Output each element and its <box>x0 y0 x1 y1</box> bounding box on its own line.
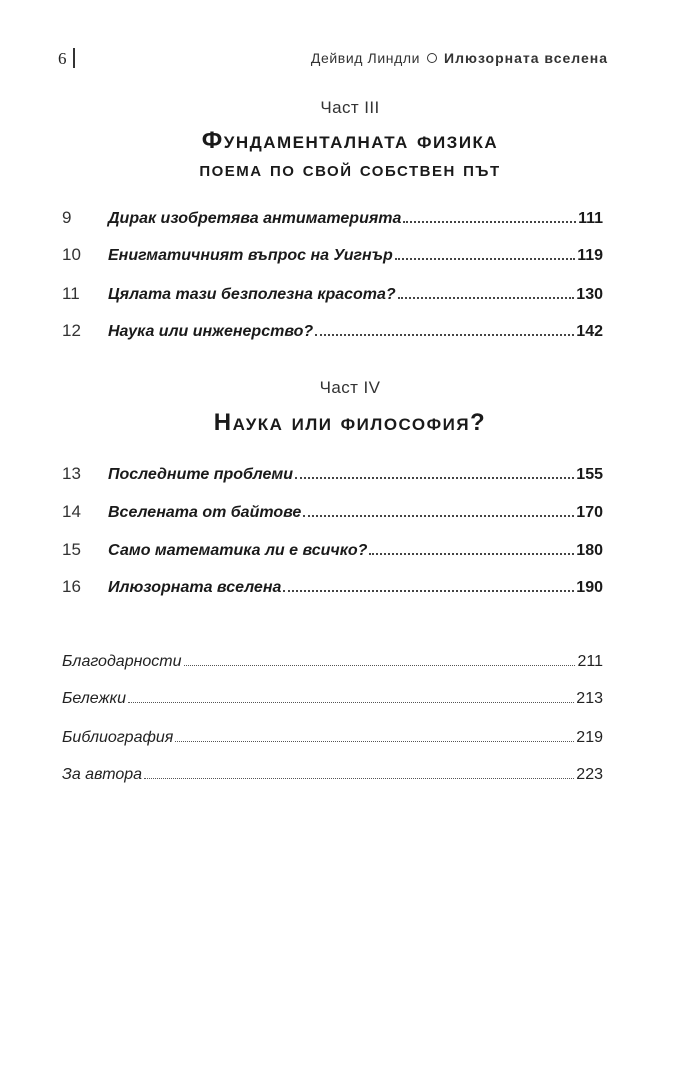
chapter-title: Само математика ли е всичко? <box>108 542 368 559</box>
part4-label: Част IV <box>319 378 381 397</box>
chapter-page: 119 <box>577 247 603 264</box>
chapter-page: 155 <box>576 466 603 483</box>
dot-leader <box>295 477 574 479</box>
toc-entry-15[interactable] <box>62 540 603 564</box>
chapter-title: Илюзорната вселена <box>108 579 282 596</box>
back-matter-bibliography[interactable] <box>62 729 603 753</box>
dot-leader <box>403 221 576 223</box>
dot-leader <box>315 334 574 336</box>
chapter-number: 15 <box>62 540 81 559</box>
back-matter-title: Бележки <box>62 690 126 707</box>
chapter-number: 12 <box>62 321 81 340</box>
back-matter-page: 223 <box>576 766 603 783</box>
chapter-number: 16 <box>62 577 81 596</box>
back-matter-page: 213 <box>576 690 603 707</box>
chapter-number: 11 <box>62 284 80 303</box>
chapter-number: 13 <box>62 464 81 483</box>
chapter-page: 180 <box>576 542 603 559</box>
chapter-page: 170 <box>576 504 603 521</box>
part4-title: Наука или философия? <box>213 409 487 436</box>
dot-leader <box>144 778 574 779</box>
toc-entry-13[interactable] <box>62 464 603 488</box>
chapter-page: 142 <box>576 323 603 340</box>
chapter-page: 190 <box>576 579 603 596</box>
chapter-title: Наука или инженерство? <box>108 323 314 340</box>
chapter-number: 9 <box>62 208 72 227</box>
chapter-title: Цялата тази безполезна красота? <box>108 286 396 303</box>
toc-entry-12[interactable] <box>62 321 603 345</box>
running-header <box>311 50 608 66</box>
chapter-title: Вселената от байтове <box>108 504 302 521</box>
circle-icon <box>427 53 437 63</box>
back-matter-about-author[interactable] <box>62 766 603 790</box>
back-matter-acknowledgements[interactable] <box>62 653 603 677</box>
chapter-page: 130 <box>576 286 603 303</box>
chapter-number: 10 <box>62 245 81 264</box>
toc-entry-10[interactable] <box>62 245 603 269</box>
chapter-title: Енигматичният въпрос на Уигнър <box>108 247 393 264</box>
dot-leader <box>175 741 574 742</box>
toc-entry-16[interactable] <box>62 577 603 601</box>
page-number: 6 <box>58 49 67 68</box>
chapter-title: Последните проблеми <box>108 466 293 483</box>
dot-leader <box>369 553 574 555</box>
toc-entry-9[interactable] <box>62 208 603 232</box>
header-book-title: Илюзорната вселена <box>444 50 608 66</box>
header-author: Дейвид Линдли <box>310 50 421 66</box>
back-matter-title: Благодарности <box>62 653 182 670</box>
back-matter-page: 211 <box>577 653 603 670</box>
toc-entry-11[interactable] <box>62 284 603 308</box>
chapter-number: 14 <box>62 502 81 521</box>
dot-leader <box>303 515 574 517</box>
part3-title-line2: поема по свой собствен път <box>199 158 501 181</box>
chapter-page: 111 <box>578 210 603 227</box>
part3-title-line1: Фундаменталната физика <box>201 127 499 154</box>
back-matter-notes[interactable] <box>62 690 603 714</box>
back-matter-title: Библиография <box>62 729 174 746</box>
part3-label: Част III <box>320 98 380 117</box>
back-matter-title: За автора <box>62 766 143 783</box>
dot-leader <box>395 258 575 260</box>
dot-leader <box>184 665 576 666</box>
header-divider <box>73 48 75 68</box>
dot-leader <box>128 702 574 703</box>
dot-leader <box>398 297 575 299</box>
back-matter-page: 219 <box>576 729 603 746</box>
chapter-title: Дирак изобретява антиматерията <box>108 210 402 227</box>
toc-entry-14[interactable] <box>62 502 603 526</box>
dot-leader <box>283 590 574 592</box>
